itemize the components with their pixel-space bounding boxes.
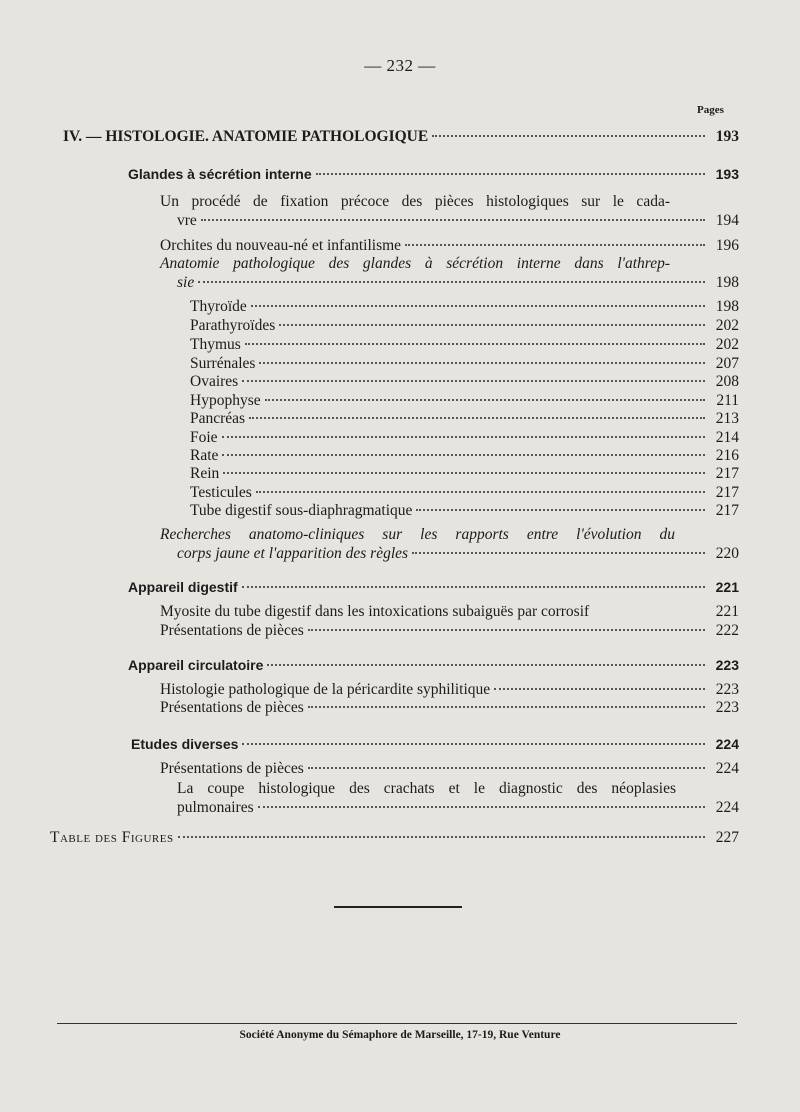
toc-recherches-line2: corps jaune et l'apparition des règles 220 <box>177 545 739 562</box>
toc-procede-line2: vre 194 <box>177 212 739 229</box>
toc-organ-item: Rein 217 <box>190 465 739 482</box>
toc-organ-item: Thyroïde 198 <box>190 298 739 315</box>
toc-orchites: Orchites du nouveau-né et infantilisme 196 <box>160 237 739 254</box>
toc-coupe-line1: La coupe histologique des crachats et le diagnostic des néoplasies <box>177 780 676 797</box>
toc-histologie-pericardite: Histologie pathologique de la péricardite syphilitique 223 <box>160 681 739 698</box>
printer-imprint: Société Anonyme du Sémaphore de Marseille, 17-19, Rue Venture <box>239 1029 561 1041</box>
toc-anatomie-line1: Anatomie pathologique des glandes à sécrétion interne dans l'athrep- <box>160 255 670 272</box>
toc-organ-item: Foie 214 <box>190 429 739 446</box>
toc-organ-item: Testicules 217 <box>190 484 739 501</box>
toc-coupe-line2: pulmonaires 224 <box>177 799 739 816</box>
toc-glandes-secretion-interne: Glandes à sécrétion interne 193 <box>128 166 739 182</box>
toc-anatomie-line2: sie 198 <box>177 274 739 291</box>
toc-organ-item: Parathyroïdes 202 <box>190 317 739 334</box>
toc-procede-line1: Un procédé de fixation précoce des pièces histologiques sur le cada- <box>160 193 670 210</box>
toc-organ-item: Tube digestif sous-diaphragmatique 217 <box>190 502 739 519</box>
toc-organ-item: Surrénales 207 <box>190 355 739 372</box>
toc-presentations-pieces: Présentations de pièces 223 <box>160 699 739 716</box>
end-rule <box>334 906 462 908</box>
toc-organ-item: Pancréas 213 <box>190 410 739 427</box>
toc-etudes-diverses: Etudes diverses 224 <box>131 736 739 752</box>
toc-section-iv: IV. — HISTOLOGIE. ANATOMIE PATHOLOGIQUE 193 <box>63 128 739 145</box>
toc-appareil-circulatoire: Appareil circulatoire 223 <box>128 657 739 673</box>
toc-myosite: Myosite du tube digestif dans les intoxications subaiguës par corrosif 221 <box>160 603 739 620</box>
toc-presentations-pieces: Présentations de pièces 224 <box>160 760 739 777</box>
pages-column-label: Pages <box>697 104 724 116</box>
toc-organ-item: Ovaires 208 <box>190 373 739 390</box>
footer-rule <box>57 1023 737 1024</box>
toc-recherches-line1: Recherches anatomo-cliniques sur les rapports entre l'évolution du <box>160 526 675 543</box>
toc-table-des-figures: Table des Figures 227 <box>50 829 739 846</box>
toc-organ-item: Rate 216 <box>190 447 739 464</box>
toc-presentations-pieces: Présentations de pièces 222 <box>160 622 739 639</box>
toc-appareil-digestif: Appareil digestif 221 <box>128 579 739 595</box>
page-number: — 232 — <box>364 56 436 75</box>
toc-organ-item: Hypophyse 211 <box>190 392 739 409</box>
toc-organ-item: Thymus 202 <box>190 336 739 353</box>
